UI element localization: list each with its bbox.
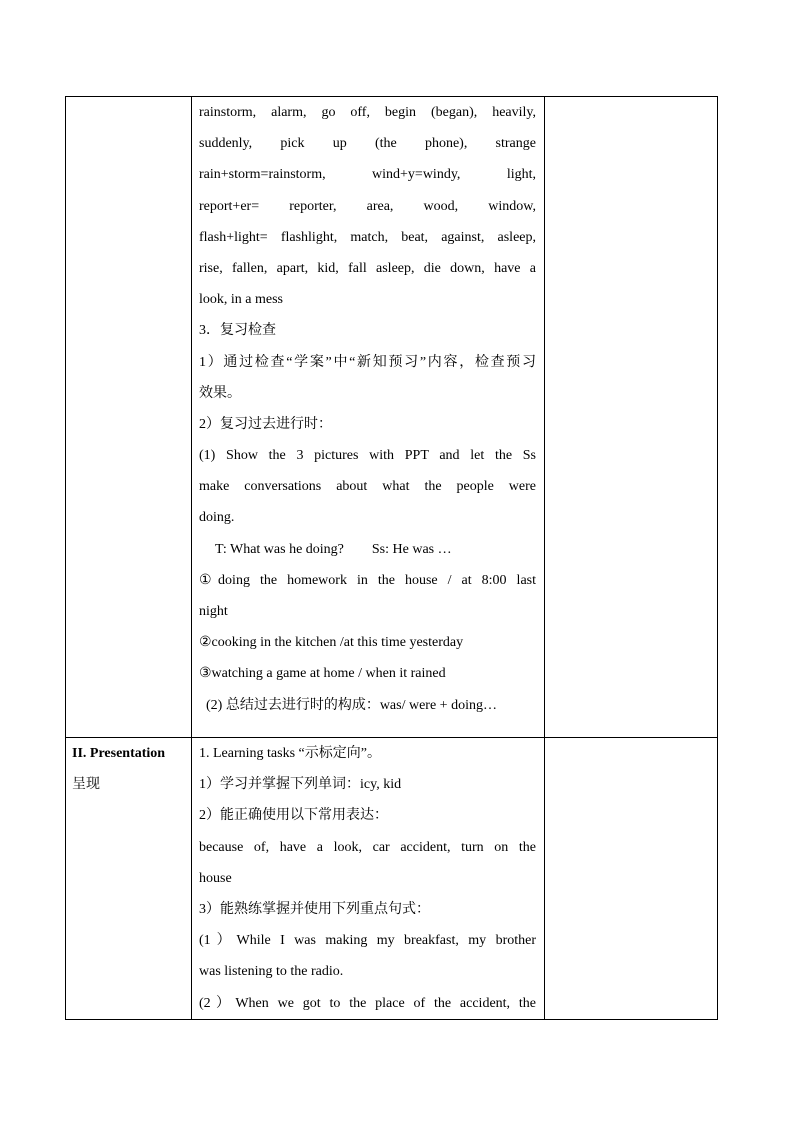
content-line: 2）能正确使用以下常用表达： xyxy=(199,808,388,824)
stage-title: II. Presentation xyxy=(72,746,166,761)
content-line: night xyxy=(199,604,228,619)
content-line: 3）能熟练掌握并使用下列重点句式： xyxy=(199,901,430,917)
notes-cell xyxy=(545,738,718,1020)
table-row xyxy=(66,97,718,738)
content-line: look, in a mess xyxy=(199,292,283,308)
content-line: make conversations about what the people were xyxy=(199,479,536,495)
content-line: house xyxy=(199,870,232,886)
content-line: 1）通过检查“学案”中“新知预习”内容，检查预习 xyxy=(199,354,536,370)
dialogue-line: T: What was he doing? Ss: He was … xyxy=(215,541,452,557)
content-line: (2）When we got to the place of the accident, the xyxy=(199,995,536,1011)
content-line: was listening to the radio. xyxy=(199,964,344,980)
content-line: rise, fallen, apart, kid, fall asleep, die down, have a xyxy=(199,260,536,276)
content-line: doing. xyxy=(199,510,235,526)
stage-cell xyxy=(66,738,192,1020)
table-row xyxy=(66,738,718,1020)
content-line: ③watching a game at home / when it rained xyxy=(199,666,446,682)
content-line: because of, have a look, car accident, turn on the xyxy=(199,839,536,855)
section-heading: 3．复习检查 xyxy=(199,323,276,339)
content-line: ①doing the homework in the house / at 8:00 last xyxy=(199,572,536,588)
content-line: 1. Learning tasks “示标定向”。 xyxy=(199,746,381,761)
content-line: flash+light= flashlight, match, beat, against, asleep, xyxy=(199,229,536,245)
content-line: 2）复习过去进行时： xyxy=(199,416,332,432)
stage-cell xyxy=(66,97,192,738)
content-line: ②cooking in the kitchen /at this time yesterday xyxy=(199,635,464,651)
content-line: rainstorm, alarm, go off, begin (began), heavily, xyxy=(199,105,536,120)
content-line: report+er= reporter, area, wood, window, xyxy=(199,198,536,214)
content-line: suddenly, pick up (the phone), strange xyxy=(199,136,536,152)
content-line: (2) 总结过去进行时的构成：was/ were + doing… xyxy=(206,697,497,713)
content-line: 效果。 xyxy=(199,385,241,401)
content-line: (1) Show the 3 pictures with PPT and let the Ss xyxy=(199,448,536,464)
content-cell xyxy=(192,738,545,1020)
content-line: rain+storm=rainstorm, wind+y=windy, light, xyxy=(199,167,536,183)
lesson-plan-table xyxy=(65,96,718,1020)
stage-subtitle: 呈现 xyxy=(72,777,100,792)
content-line: 1）学习并掌握下列单词：icy, kid xyxy=(199,777,402,793)
notes-cell xyxy=(545,97,718,738)
content-cell xyxy=(192,97,545,738)
content-line: (1）While I was making my breakfast, my brother xyxy=(199,933,536,949)
